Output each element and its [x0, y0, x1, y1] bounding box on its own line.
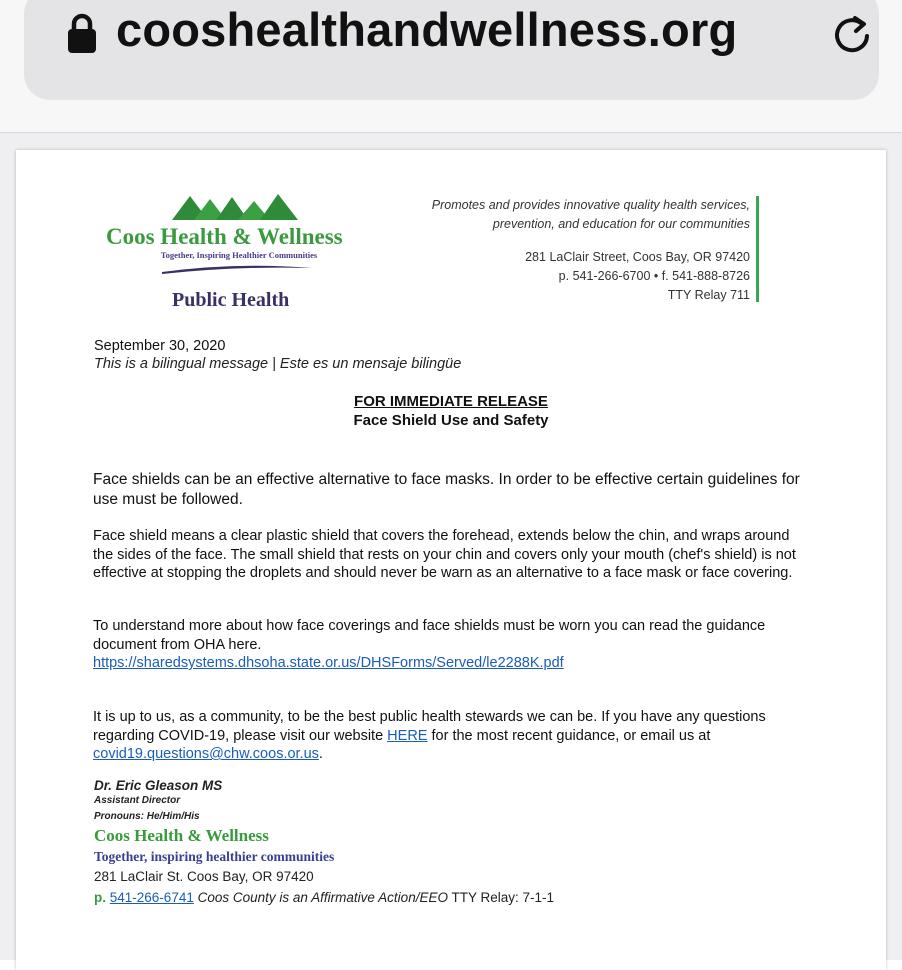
paragraph-4-text-a: It is up to us, as a community, to be the best public health stewards we can be. If you have any questions regarding COVID-19, please visit our website: [93, 709, 766, 744]
org-logo: [106, 190, 396, 320]
signer-title: Assistant Director: [94, 795, 181, 806]
release-heading: [16, 392, 886, 430]
document-date: September 30, 2020: [94, 338, 226, 354]
lock-icon: [66, 12, 98, 54]
website-here-link[interactable]: HERE: [387, 727, 428, 744]
letterhead-phone-fax: p. 541-266-6700 • f. 541-888-8726: [558, 269, 750, 283]
signature-address: 281 LaClair St. Coos Bay, OR 97420: [94, 869, 314, 884]
address-bar[interactable]: [24, 0, 879, 100]
url-text[interactable]: cooshealthandwellness.org: [116, 3, 738, 56]
document-page: [16, 150, 886, 970]
mountains-icon: [172, 190, 302, 220]
eeo-statement: Coos County is an Affirmative Action/EEO: [197, 890, 448, 905]
paragraph-4-text-b: for the most recent guidance, or email us at: [427, 727, 711, 744]
email-link[interactable]: covid19.questions@chw.coos.or.us: [93, 746, 319, 762]
browser-toolbar: [0, 0, 902, 133]
signature-org: Coos Health & Wellness: [94, 826, 269, 845]
signature-block: [94, 778, 554, 909]
paragraph-2: Face shield means a clear plastic shield that covers the forehead, extends below the chin, and wraps around the sides of the face. The small shield that rests on your chin and covers only your mouth (chef's shield) is not effective at stopping the droplets and should never be warn as an alternative to a face mask or face covering.: [93, 528, 796, 581]
paragraph-4: [93, 708, 813, 764]
mission-line-2: prevention, and education for our communities: [492, 217, 750, 231]
paragraph-3: [93, 617, 813, 673]
paragraph-4-end: .: [318, 746, 323, 762]
release-subject: Face Shield Use and Safety: [353, 412, 549, 429]
signature-phone-line: [94, 887, 554, 909]
phone-link[interactable]: 541-266-6741: [109, 890, 194, 905]
swoosh-icon: [162, 262, 312, 276]
letterhead-tty: TTY Relay 711: [667, 288, 750, 302]
signer-name: Dr. Eric Gleason MS: [94, 778, 223, 793]
letterhead-address: 281 LaClair Street, Coos Bay, OR 97420: [525, 250, 750, 264]
phone-prefix: p.: [94, 890, 106, 905]
logo-division: Public Health: [172, 289, 290, 311]
signature-tty: TTY Relay: 7-1-1: [451, 890, 555, 905]
oha-guidance-link[interactable]: https://sharedsystems.dhsoha.state.or.us/DHSForms/Served/le2288K.pdf: [93, 655, 564, 671]
logo-org-name: Coos Health & Wellness: [106, 224, 343, 249]
logo-tagline: Together, Inspiring Healthier Communities: [160, 250, 318, 260]
release-label: FOR IMMEDIATE RELEASE: [354, 393, 548, 410]
paragraph-3-text: To understand more about how face coverings and face shields must be worn you can read the guidance document from OHA here.: [93, 618, 766, 653]
bilingual-note: This is a bilingual message | Este es un mensaje bilingüe: [94, 356, 462, 372]
paragraph-1: Face shields can be an effective alternative to face masks. In order to be effective certain guidelines for use must be followed.: [93, 471, 800, 508]
mission-line-1: Promotes and provides innovative quality health services,: [431, 198, 750, 212]
signature-tagline: Together, inspiring healthier communities: [94, 849, 335, 864]
signer-pronouns: Pronouns: He/Him/His: [94, 811, 200, 822]
letterhead-divider: [756, 196, 759, 302]
letterhead-contact: [432, 196, 750, 305]
reload-icon[interactable]: [829, 12, 875, 58]
